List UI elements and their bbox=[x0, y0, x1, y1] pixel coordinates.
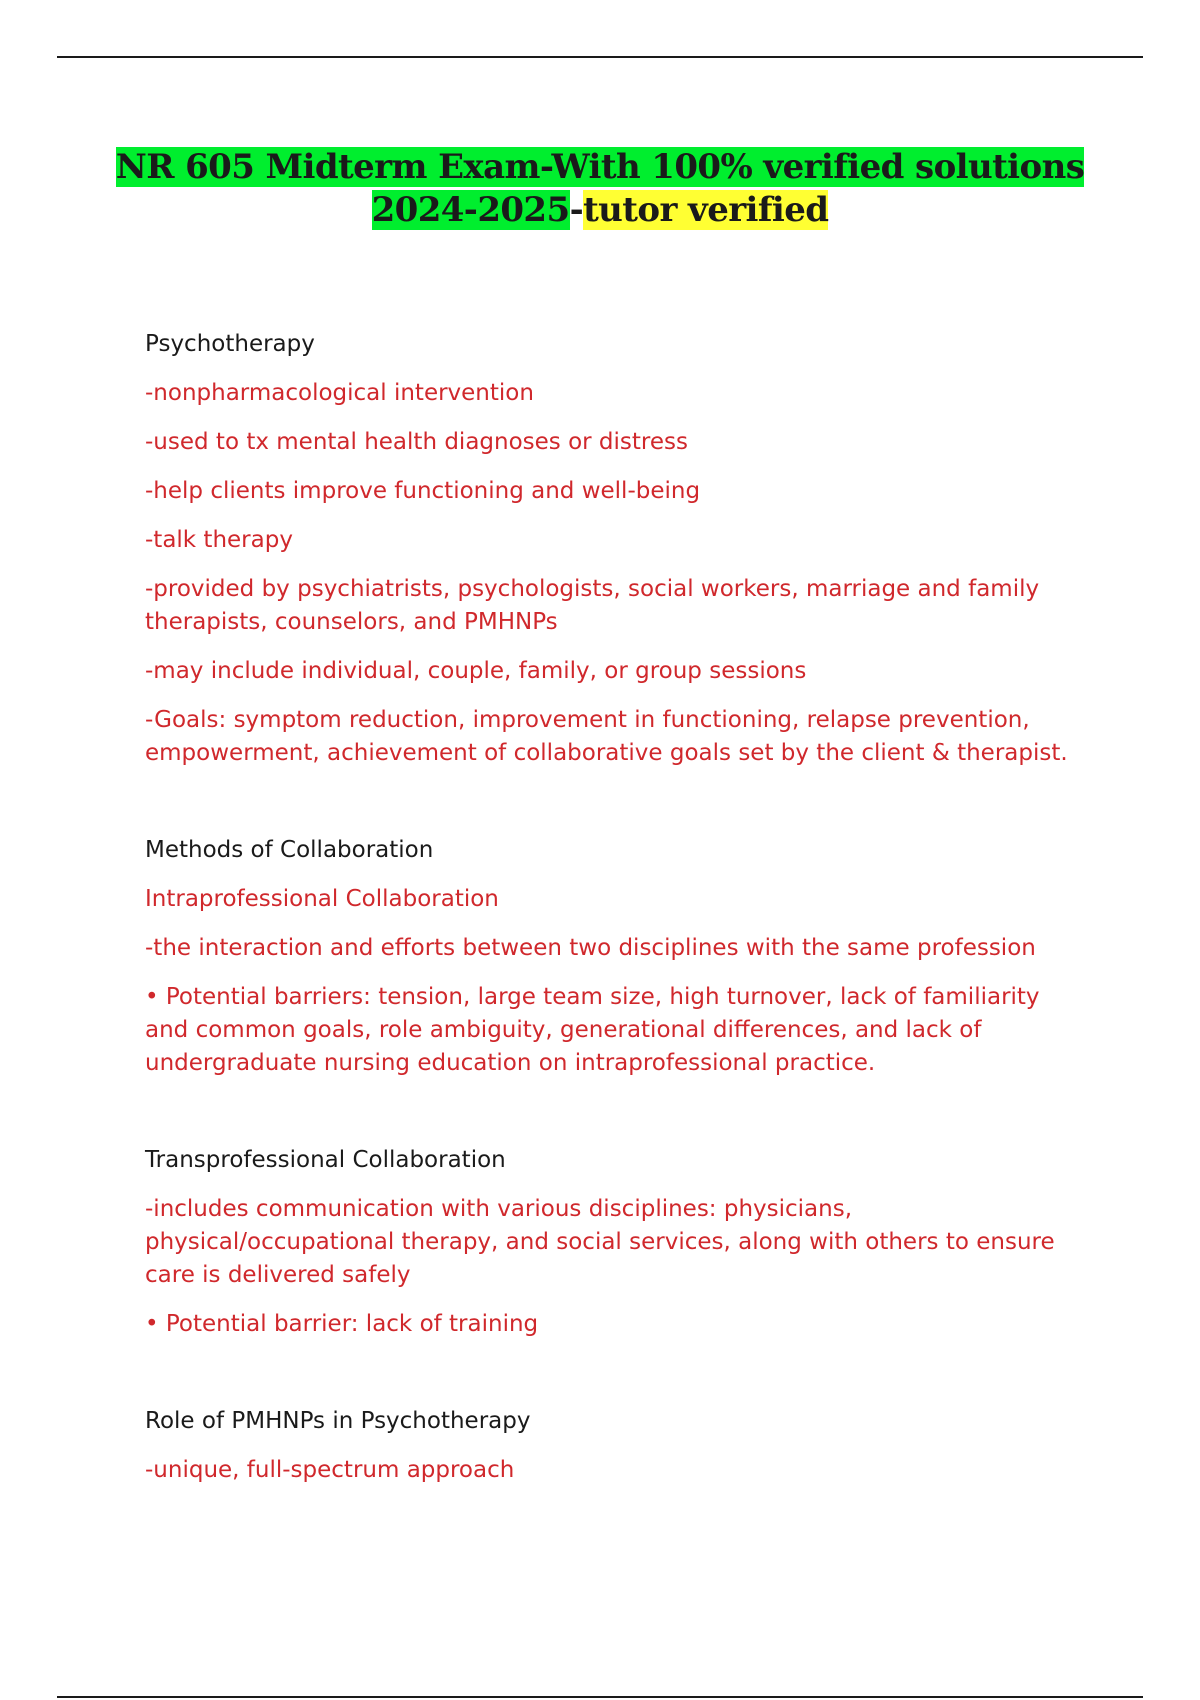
list-item: -used to tx mental health diagnoses or distress bbox=[145, 429, 688, 455]
list-item: -includes communication with various disciplines: physicians, physical/occupational therapy, and social services, along with others to ensure care is delivered safely bbox=[145, 1196, 1055, 1288]
list-item: • Potential barriers: tension, large team size, high turnover, lack of familiarity and common goals, role ambiguity, generational differences, and lack of undergraduate nursing education on intraprofessional practice. bbox=[145, 984, 1040, 1076]
section-role-of-pmhnps bbox=[145, 1405, 1075, 1487]
list-item: -talk therapy bbox=[145, 527, 293, 553]
section-heading: Role of PMHNPs in Psychotherapy bbox=[145, 1408, 531, 1434]
section-heading: Psychotherapy bbox=[145, 331, 315, 357]
list-item: -the interaction and efforts between two disciplines with the same profession bbox=[145, 935, 1036, 961]
list-item: Intraprofessional Collaboration bbox=[145, 886, 499, 912]
title-separator: - bbox=[569, 190, 584, 230]
document-title bbox=[0, 146, 1200, 232]
section-transprofessional-collaboration bbox=[145, 1144, 1075, 1341]
bottom-rule bbox=[57, 1696, 1143, 1698]
list-item: -nonpharmacological intervention bbox=[145, 380, 534, 406]
list-item: -provided by psychiatrists, psychologists, social workers, marriage and family therapists, counselors, and PMHNPs bbox=[145, 576, 1040, 635]
list-item: -may include individual, couple, family, or group sessions bbox=[145, 658, 807, 684]
section-methods-of-collaboration bbox=[145, 834, 1075, 1080]
top-rule bbox=[57, 56, 1143, 58]
section-psychotherapy bbox=[145, 328, 1075, 770]
list-item: -help clients improve functioning and well-being bbox=[145, 478, 701, 504]
section-heading: Methods of Collaboration bbox=[145, 837, 434, 863]
section-heading: Transprofessional Collaboration bbox=[145, 1147, 506, 1173]
document-body bbox=[145, 328, 1075, 1551]
title-part-2: 2024-2025 bbox=[371, 190, 570, 230]
list-item: • Potential barrier: lack of training bbox=[145, 1311, 539, 1337]
title-part-3: tutor verified bbox=[583, 190, 829, 230]
title-part-1: NR 605 Midterm Exam-With 100% verified solutions bbox=[115, 147, 1085, 187]
list-item: -unique, full-spectrum approach bbox=[145, 1457, 515, 1483]
list-item: -Goals: symptom reduction, improvement in functioning, relapse prevention, empowerment, achievement of collaborative goals set by the client & therapist. bbox=[145, 707, 1068, 766]
